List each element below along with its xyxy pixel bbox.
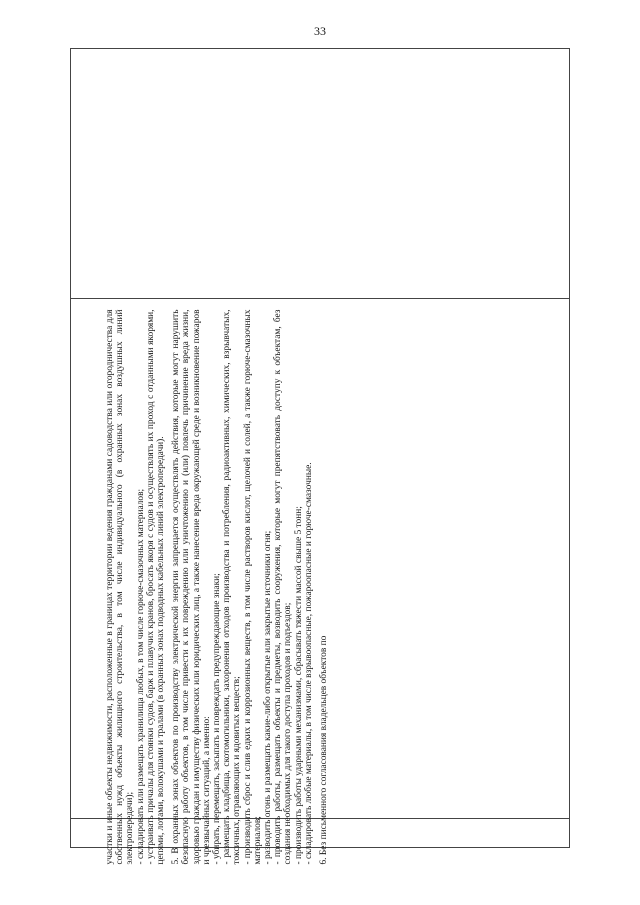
list-item: - убирать, перемещать, засыпать и повреждать предупреждающие знаки; — [212, 573, 223, 865]
rotated-text-block — [105, 310, 535, 865]
list-item: - устраивать причалы для стоянки судов, барж и плавучих кранов, бросать якоря с судов и осуществлять их проход с отданными якорями, цепями, лотами, волокушами и тралами (в охранных зонах подводных кабельных линий электропередачи). — [145, 309, 167, 865]
section-6-paragraph: 6. Без письменного согласования владельцев объектов по — [319, 635, 330, 865]
page-number: 33 — [314, 24, 326, 38]
list-item: - складировать или размещать хранилища любых, в том числе горюче-смазочных материалов; — [135, 488, 146, 865]
list-item: - проводить работы, размещать объекты и предметы, возводить сооружения, которые могут препятствовать доступу к объектам, без создания необходимых для такого доступа проходов и подъездов; — [273, 309, 294, 865]
list-item: - производить сброс и слив едких и коррозионных веществ, в том числе растворов кислот, щелочей и солей, а также горюче-смазочных материалов; — [242, 309, 263, 865]
list-item: - производить работы ударными механизмами, сбрасывать тяжести массой свыше 5 тонн; — [293, 506, 304, 865]
intro-paragraph: участки и иные объекты недвижимости, расположенные в границах территории ведения гражданами садоводства или огородничества для собственных нужд объекты жилищного строительства, в том числе индивидуального (в охранных зонах воздушных линий электропередачи); — [105, 309, 136, 865]
section-5-paragraph: 5. В охранных зонах объектов по производству электрической энергии запрещается осуществлять действия, которые могут нарушить безопасную работу объектов, в том числе привести к их повреждению или уничтожению и (или) повлечь причинение вреда жизни, здоровью граждан и имуществу физических или юридических лиц, а также нанесение вреда окружающей среде и возникновение пожаров и чрезвычайных ситуаций, а именно: — [171, 309, 212, 865]
list-item: - разводить огонь и размещать какие-либо открытые или закрытые источники огня; — [263, 530, 274, 865]
table-row-divider-top — [70, 298, 570, 299]
list-item: - складировать любые материалы, в том числе взрывоопасные, пожароопасные и горюче-смазочные. — [303, 462, 314, 865]
list-item: - размещать кладбища, скотомогильники, захоронения отходов производства и потребления, радиоактивных, химических, взрывчатых, токсичных, отравляющих и ядовитых веществ; — [222, 309, 243, 865]
